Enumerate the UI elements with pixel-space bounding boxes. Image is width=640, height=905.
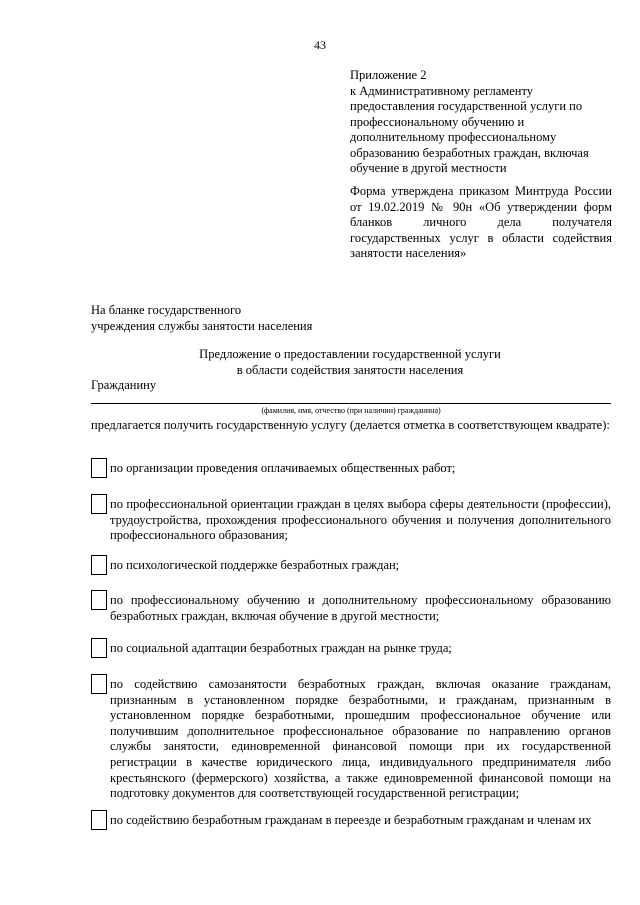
- appendix-line: дополнительному профессиональному: [350, 130, 557, 144]
- appendix-line: профессиональному обучению и: [350, 114, 525, 129]
- option-checkbox[interactable]: [91, 458, 107, 478]
- option-career-guidance: [91, 494, 611, 544]
- option-checkbox[interactable]: [91, 638, 107, 658]
- option-checkbox[interactable]: [91, 555, 107, 575]
- option-text: по социальной адаптации безработных граждан на рынке труда;: [110, 641, 452, 655]
- blank-header: [91, 303, 391, 334]
- appendix-line: к Административному регламенту: [350, 83, 534, 98]
- appendix-line: предоставления государственной услуги по: [350, 99, 583, 113]
- blank-header-line: учреждения службы занятости населения: [91, 318, 313, 333]
- title-line: в области содействия занятости населения: [236, 362, 464, 377]
- offer-text: предлагается получить государственную услугу (делается отметка в соответствующем квадрате):: [91, 418, 610, 432]
- option-checkbox[interactable]: [91, 674, 107, 694]
- fio-input-line[interactable]: [91, 403, 611, 404]
- option-text: по содействию самозанятости безработных граждан, включая оказание гражданам, признанным в установленном порядке безработными, и гражданам, признанным в установленном порядке безработными, прошедшим профессиональное обучение или получившим дополнительное профессиональное образование по направлению органов службы занятости, единовременной финансовой помощи при их государственной регистрации в качестве юридического лица, индивидуального предпринимателя либо крестьянского (фермерского) хозяйства, а также единовременной финансовой помощи на подготовку документов для соответствующей государственной регистрации;: [110, 677, 611, 801]
- option-checkbox[interactable]: [91, 810, 107, 830]
- option-text: по психологической поддержке безработных граждан;: [110, 558, 400, 572]
- form-approved-note: Форма утверждена приказом Минтруда России от 19.02.2019 № 90н «Об утверждении форм бланков личного дела получателя государственных услуг в области содействия занятости населения»: [350, 184, 612, 260]
- option-professional-training: [91, 590, 611, 624]
- option-text: по организации проведения оплачиваемых общественных работ;: [110, 461, 456, 475]
- option-checkbox[interactable]: [91, 494, 107, 514]
- option-text: по профессиональному обучению и дополнительному профессиональному образованию безработных граждан, включая обучение в другой местности;: [110, 593, 611, 623]
- option-text: по профессиональной ориентации граждан в целях выбора сферы деятельности (профессии), трудоустройства, прохождения профессионального обучения и получения дополнительного профессионального образования;: [110, 497, 611, 543]
- blank-header-line: На бланке государственного: [91, 303, 242, 317]
- option-relocation: [91, 810, 611, 829]
- option-public-works: [91, 458, 611, 477]
- option-checkbox[interactable]: [91, 590, 107, 610]
- appendix-line: обучение в другой местности: [350, 161, 507, 175]
- document-title: [120, 347, 580, 378]
- option-self-employment: [91, 674, 611, 802]
- title-line: Предложение о предоставлении государственной услуги: [199, 347, 501, 361]
- appendix-block: [350, 68, 612, 177]
- appendix-line: Приложение 2: [350, 68, 427, 82]
- option-text: по содействию безработным гражданам в переезде и безработным гражданам и членам их: [110, 813, 592, 827]
- option-psychological-support: [91, 555, 611, 574]
- appendix-line: образованию безработных граждан, включая: [350, 145, 589, 160]
- option-social-adaptation: [91, 638, 611, 657]
- citizen-label: Гражданину: [91, 378, 157, 392]
- page-number: 43: [314, 38, 326, 52]
- fio-caption: (фамилия, имя, отчество (при наличии) гражданина): [261, 406, 441, 415]
